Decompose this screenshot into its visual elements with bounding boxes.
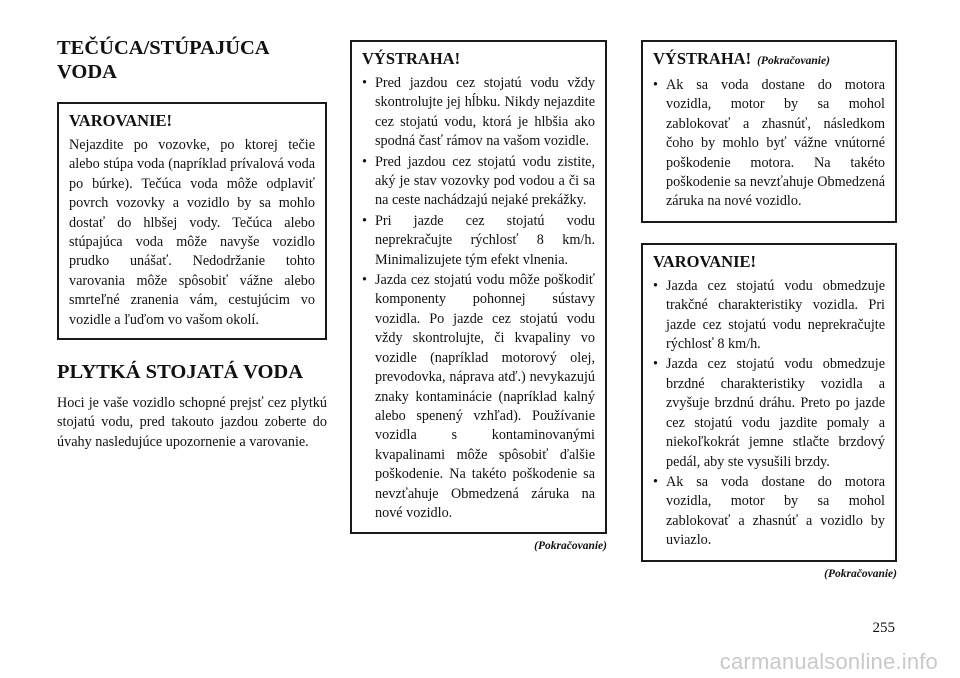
section-heading-flowing-water: TEČÚCA/STÚPAJÚCA VODA	[57, 37, 269, 83]
bullet: •	[653, 277, 658, 294]
continued-label: (Pokračovanie)	[757, 55, 830, 67]
list-item: • Ak sa voda dostane do motora vozidla, motor by sa mohol zablokovať a zhasnúť a vozidlo by uviazlo.	[653, 473, 885, 549]
continued-note: (Pokračovanie)	[824, 567, 897, 580]
bullet: •	[653, 77, 658, 93]
bullet: •	[362, 212, 367, 229]
warning-title: VAROVANIE!	[69, 111, 172, 130]
bullet: •	[362, 75, 367, 91]
list-item: • Jazda cez stojatú vodu obmedzuje trakčné charakteristiky vozidla. Pri jazde cez stojatú vodu neprekračujte rýchlosť 8 km/h.	[653, 277, 885, 353]
bullet: •	[653, 473, 658, 490]
list-item: • Jazda cez stojatú vodu obmedzuje brzdné charakteristiky vozidla a zvyšuje brzdnú dráhu. Preto po jazde cez stojatú vodu jazdite pomaly a niekoľkokrát jemne stlačte brzdový pedál, aby ste vysušili brzdy.	[653, 356, 885, 470]
middle-column	[350, 40, 607, 552]
list-item: • Pred jazdou cez stojatú vodu zistite, aký je stav vozovky pod vodou a či sa na ceste nachádzajú nejaké prekážky.	[362, 153, 595, 209]
watermark: carmanualsonline.info	[719, 649, 938, 674]
caution-title: VÝSTRAHA!	[362, 49, 461, 68]
list-item: • Ak sa voda dostane do motora vozidla, motor by sa mohol zablokovať a zhasnúť, následkom čoho by mohlo byť vážne vnútorné poškodenie motora. Na takéto poškodenie sa nevzťahuje Obmedzená záruka na nové vozidlo.	[653, 77, 885, 210]
caution-list	[362, 74, 595, 523]
warning-text: Nejazdite po vozovke, po ktorej tečie alebo stúpa voda (napríklad prívalová voda po búrke). Tečúca voda môže odplaviť povrch vozovky a vozidlo by sa mohlo dostať do hlbšej vody. Tečúca alebo stúpajúca voda môže navyše vozidlo prudko unášať. Nedodržanie tohto varovania môže spôsobiť vážne alebo smrteľné zranenia vám, cestujúcim vo vozidle a ľuďom vo vašom okolí.	[69, 137, 315, 328]
caution-box	[350, 40, 607, 534]
warning-title: VAROVANIE!	[653, 251, 756, 271]
bullet: •	[362, 153, 367, 170]
intro-paragraph: Hoci je vaše vozidlo schopné prejsť cez plytkú stojatú vodu, pred takouto jazdou zoberte do úvahy nasledujúce upozornenie a varovanie.	[57, 395, 327, 450]
section-heading-shallow-water: PLYTKÁ STOJATÁ VODA	[57, 361, 304, 384]
bullet: •	[653, 356, 658, 373]
warning-box	[57, 102, 327, 340]
left-column	[57, 36, 327, 452]
list-item: • Jazda cez stojatú vodu môže poškodiť komponenty pohonnej sústavy vozidla. Po jazde cez stojatú vodu vždy skontrolujte, či kvapaliny vo vozidle (napríklad motorový olej, prevodovka, náprava atď.) nevykazujú znaky kontaminácie (napríklad kalný alebo spenený vzhľad). Používanie vozidla s kontaminovanými kvapalinami môže spôsobiť ďalšie poškodenie. Na takéto poškodenie sa nevzťahuje Obmedzená záruka na nové vozidlo.	[362, 272, 595, 521]
continued-note: (Pokračovanie)	[534, 540, 607, 553]
list-item: • Pri jazde cez stojatú vodu neprekračujte rýchlosť 8 km/h. Minimalizujete tým efekt vlnenia.	[362, 212, 595, 268]
list-item: • Pred jazdou cez stojatú vodu vždy skontrolujte jej hĺbku. Nikdy nejazdite cez stojatú vodu, ktorá je hlbšia ako spodná časť rámov na vašom vozidle.	[362, 75, 595, 150]
caution-box-continued	[641, 40, 897, 223]
caution-list	[653, 76, 885, 212]
bullet: •	[362, 272, 367, 289]
page-number: 255	[872, 620, 895, 636]
warning-box-2	[641, 243, 897, 562]
caution-title: VÝSTRAHA! (Pokračovanie)	[653, 49, 830, 68]
right-column	[641, 40, 897, 580]
warning-list	[653, 277, 885, 551]
